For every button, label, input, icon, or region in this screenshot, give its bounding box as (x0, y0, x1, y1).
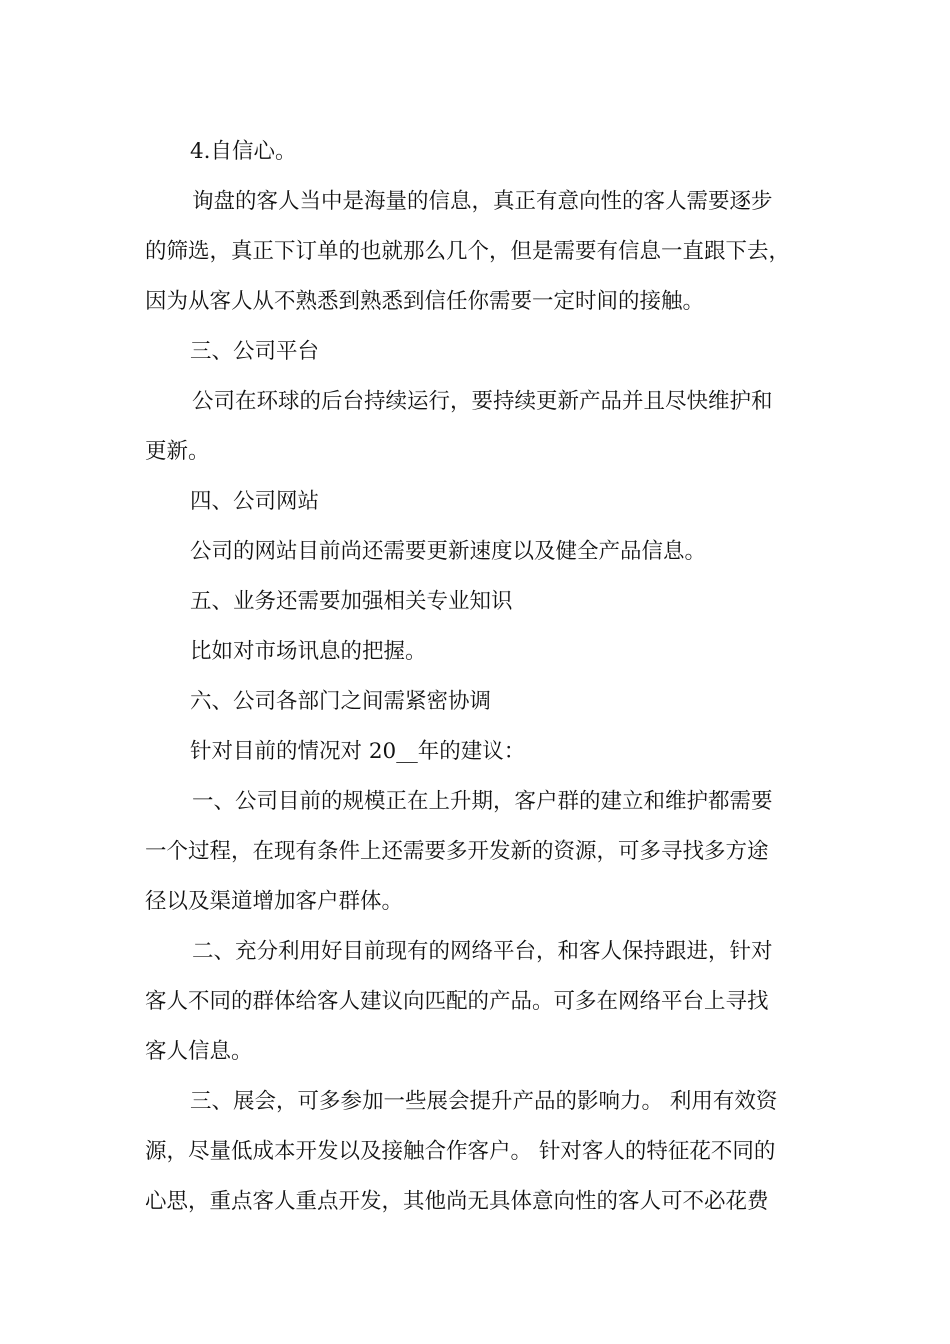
paragraph-line: 心思，重点客人重点开发，其他尚无具体意向性的客人可不必花费 (145, 1189, 769, 1214)
paragraph-line: 更新。 (145, 439, 210, 464)
paragraph-line: 4.自信心。 (190, 139, 297, 164)
paragraph-line: 客人不同的群体给客人建议向匹配的产品。可多在网络平台上寻找 (145, 989, 769, 1014)
paragraph-line: 的筛选，真正下订单的也就那么几个，但是需要有信息一直跟下去， (145, 239, 791, 264)
section-heading: 六、公司各部门之间需紧密协调 (190, 689, 492, 714)
paragraph-line: 询盘的客人当中是海量的信息，真正有意向性的客人需要逐步 (192, 189, 773, 214)
paragraph-line: 公司在环球的后台持续运行，要持续更新产品并且尽快维护和 (192, 389, 773, 414)
section-heading: 四、公司网站 (190, 489, 320, 514)
paragraph-line: 一、公司目前的规模正在上升期，客户群的建立和维护都需要 (192, 789, 773, 814)
paragraph-line: 针对目前的情况对 20__年的建议： (190, 739, 526, 764)
paragraph-line: 公司的网站目前尚还需要更新速度以及健全产品信息。 (190, 539, 707, 564)
paragraph-line: 比如对市场讯息的把握。 (190, 639, 427, 664)
section-heading: 五、业务还需要加强相关专业知识 (190, 589, 513, 614)
paragraph-line: 二、充分利用好目前现有的网络平台，和客人保持跟进，针对 (192, 939, 773, 964)
paragraph-line: 源，尽量低成本开发以及接触合作客户。 针对客人的特征花不同的 (145, 1139, 776, 1164)
paragraph-line: 客人信息。 (145, 1039, 253, 1064)
paragraph-line: 因为从客人从不熟悉到熟悉到信任你需要一定时间的接触。 (145, 289, 705, 314)
paragraph-line: 三、展会，可多参加一些展会提升产品的影响力。 利用有效资 (190, 1089, 778, 1114)
section-heading: 三、公司平台 (190, 339, 320, 364)
paragraph-line: 一个过程，在现有条件上还需要多开发新的资源，可多寻找多方途 (145, 839, 769, 864)
paragraph-line: 径以及渠道增加客户群体。 (145, 889, 404, 914)
